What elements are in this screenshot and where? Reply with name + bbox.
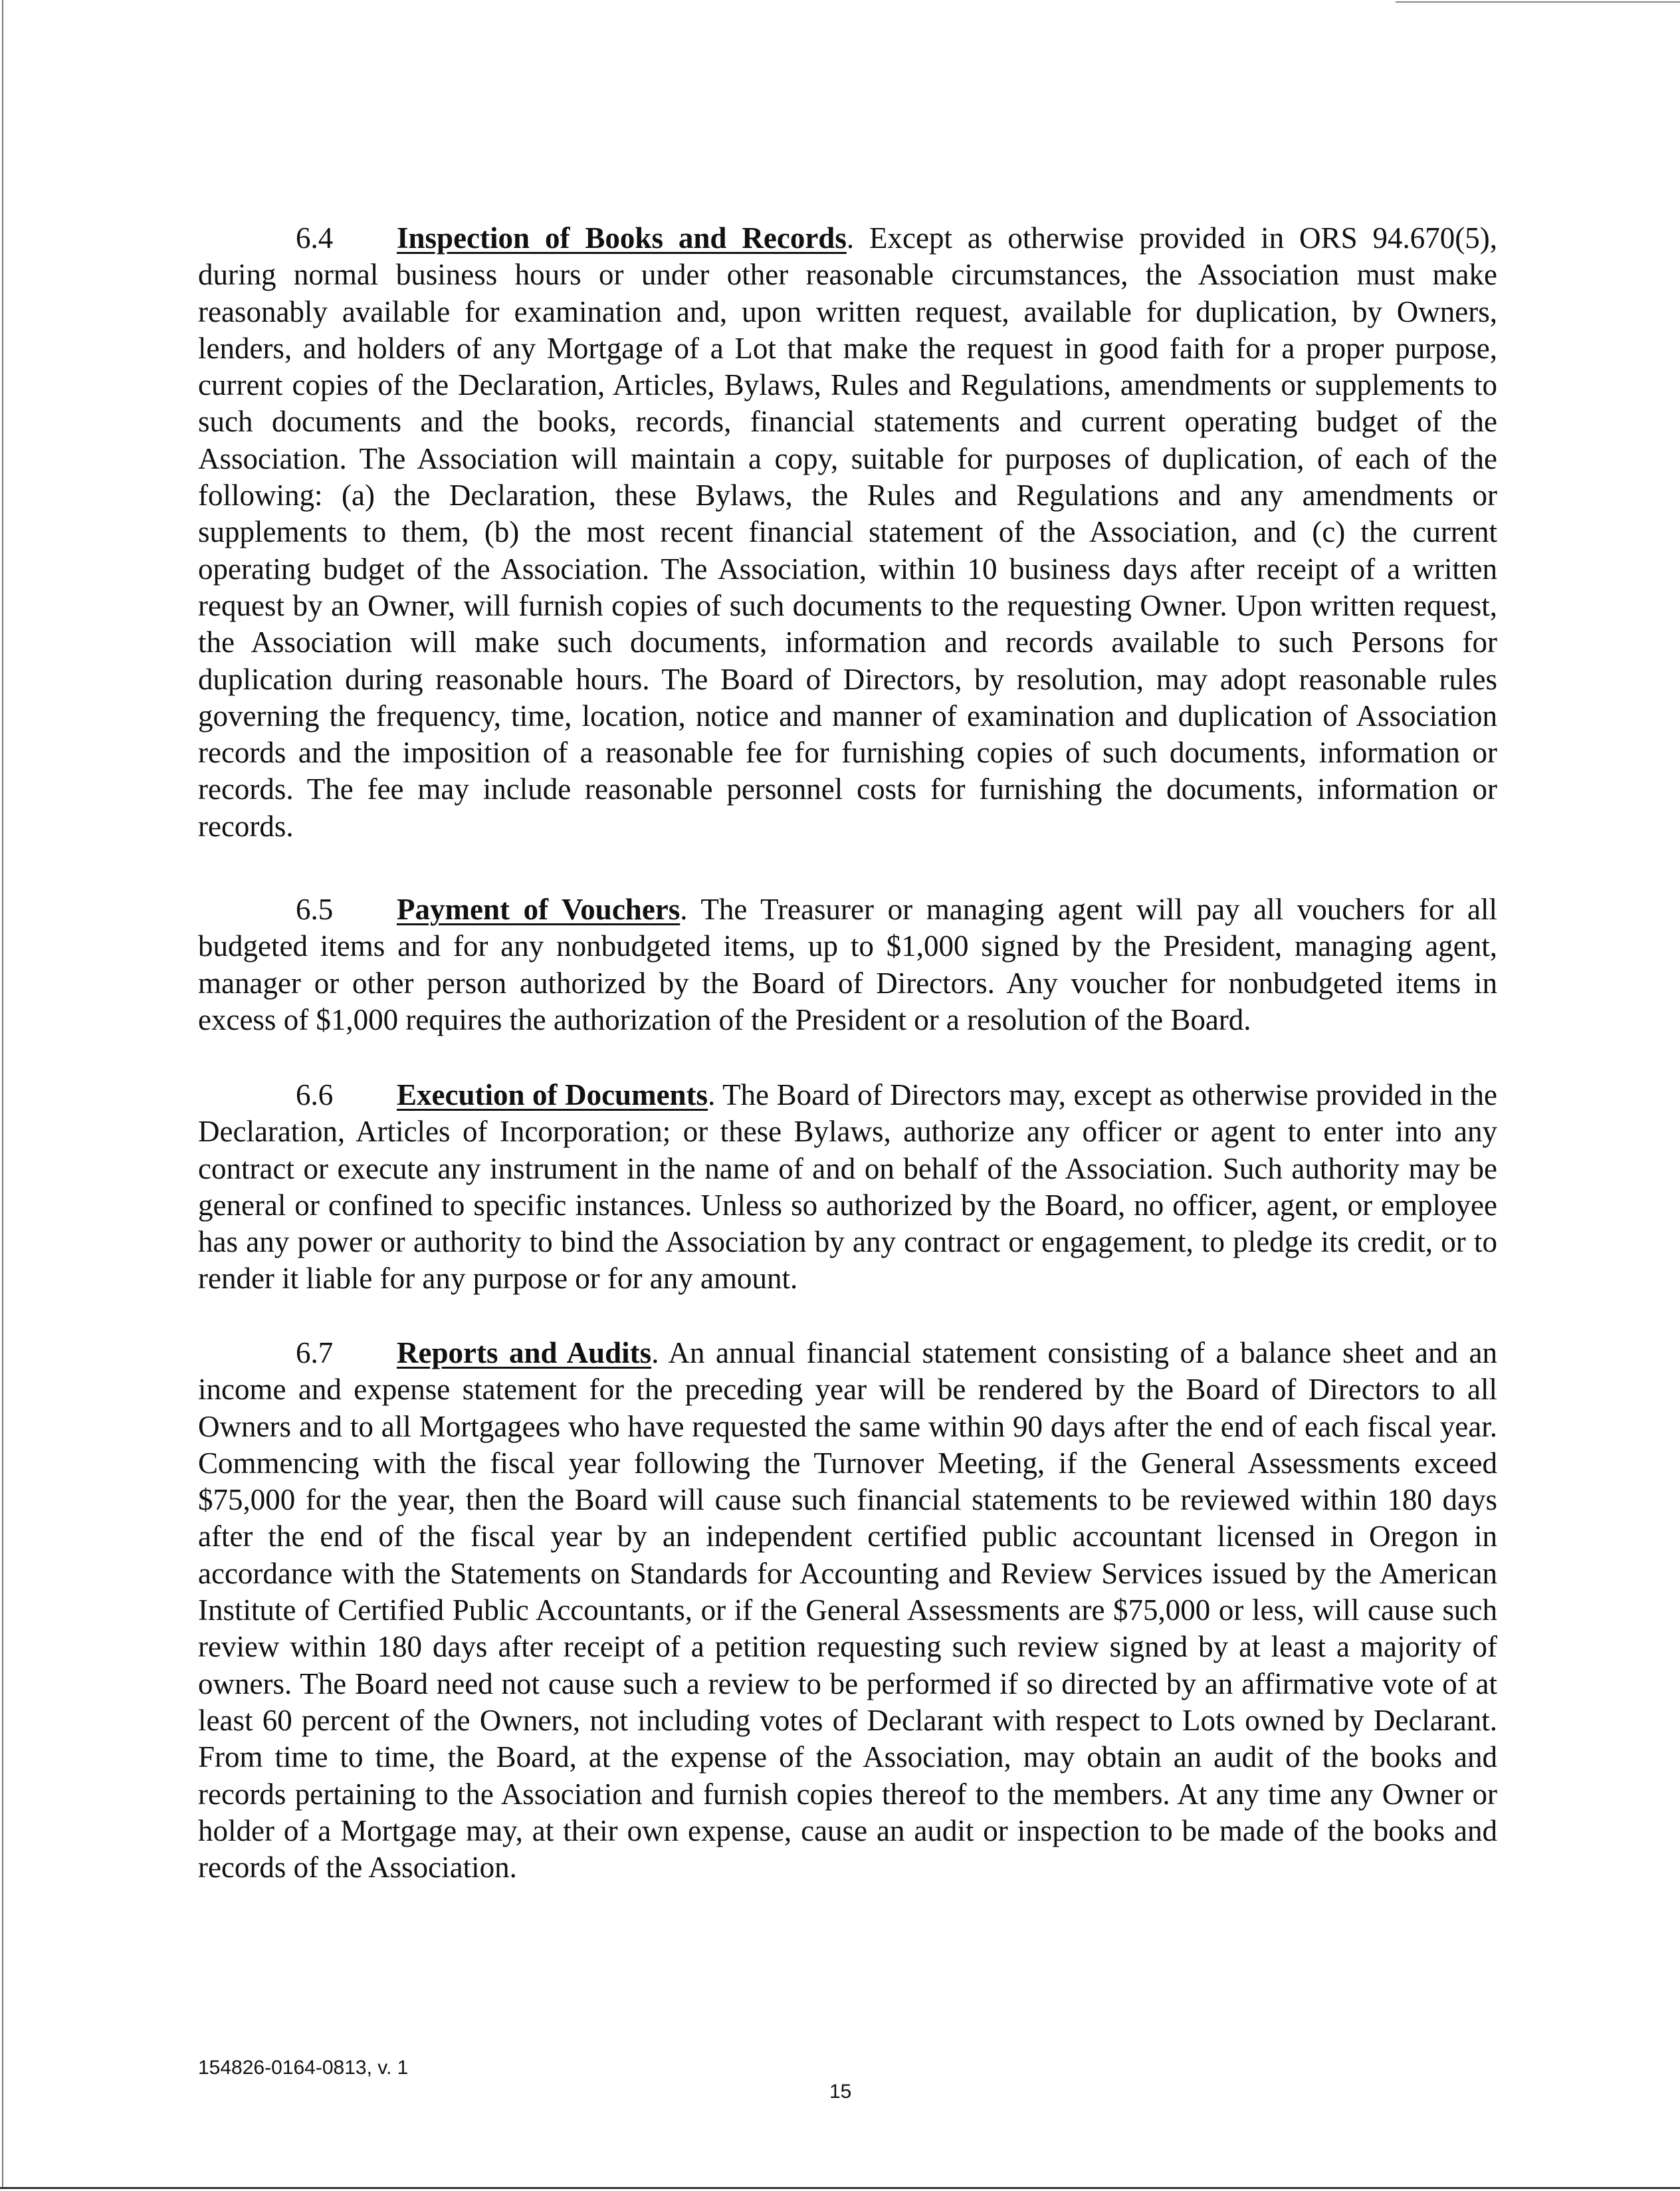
section-heading: Payment of Vouchers xyxy=(397,893,681,926)
section-heading: Execution of Documents xyxy=(397,1078,708,1111)
page-number: 15 xyxy=(829,2081,852,2103)
section-number: 6.6 xyxy=(296,1078,334,1111)
section-6-7 xyxy=(198,1335,1497,1886)
section-number: 6.4 xyxy=(296,221,334,255)
section-body: . The Treasurer or managing agent will pay all vouchers for all budgeted items and for any nonbudgeted items, up to $1,000 signed by the President, managing agent, manager or other person authorized by the Board of Directors. Any voucher for nonbudgeted items in excess of $1,000 requires the authorization of the President or a resolution of the Board. xyxy=(198,893,1497,1036)
page-edge-bottom xyxy=(0,2187,1680,2189)
section-heading: Inspection of Books and Records xyxy=(397,221,847,255)
section-6-5 xyxy=(198,891,1497,1038)
section-number: 6.7 xyxy=(296,1336,334,1369)
section-body: . The Board of Directors may, except as otherwise provided in the Declaration, Articles of Incorporation; or these Bylaws, authorize any officer or agent to enter into any contract or execute any instrument in the name of and on behalf of the Association. Such authority may be general or confined to specific instances. Unless so authorized by the Board, no officer, agent, or employee has any power or authority to bind the Association by any contract or engagement, to pledge its credit, or to render it liable for any purpose or for any amount. xyxy=(198,1078,1498,1296)
section-body: . An annual financial statement consisting of a balance sheet and an income and expense statement for the preceding year will be rendered by the Board of Directors to all Owners and to all Mortgagees who have requested the same within 90 days after the end of each fiscal year. Commencing with the fiscal year following the Turnover Meeting, if the General Assessments exceed $75,000 for the year, then the Board will cause such financial statements to be reviewed within 180 days after the end of the fiscal year by an independent certified public accountant licensed in Oregon in accordance with the Statements on Standards for Accounting and Review Services issued by the American Institute of Certified Public Accountants, or if the General Assessments are $75,000 or less, will cause such review within 180 days after receipt of a petition requesting such review signed by at least a majority of owners. The Board need not cause such a review to be performed if so directed by an affirmative vote of at least 60 percent of the Owners, not including votes of Declarant with respect to Lots owned by Declarant. From time to time, the Board, at the expense of the Association, may obtain an audit of the books and records pertaining to the Association and furnish copies thereof to the members. At any time any Owner or holder of a Mortgage may, at their own expense, cause an audit or inspection to be made of the books and records of the Association. xyxy=(198,1336,1497,1885)
document-id: 154826-0164-0813, v. 1 xyxy=(198,2057,409,2079)
section-6-4 xyxy=(198,220,1497,845)
section-6-6 xyxy=(198,1077,1497,1298)
page-edge-left xyxy=(2,0,3,2187)
page-edge-top xyxy=(1396,1,1680,3)
section-body: . Except as otherwise provided in ORS 94.670(5), during normal business hours or under other reasonable circumstances, the Association must make reasonably available for examination and, upon written request, available for duplication, by Owners, lenders, and holders of any Mortgage of a Lot that make the request in good faith for a proper purpose, current copies of the Declaration, Articles, Bylaws, Rules and Regulations, amendments or supplements to such documents and the books, records, financial statements and current operating budget of the Association. The Association will maintain a copy, suitable for purposes of duplication, of each of the following: (a) the Declaration, these Bylaws, the Rules and Regulations and any amendments or supplements to them, (b) the most recent financial statement of the Association, and (c) the current operating budget of the Association. The Association, within 10 business days after receipt of a written request by an Owner, will furnish copies of such documents to the requesting Owner. Upon written request, the Association will make such documents, information and records available to such Persons for duplication during reasonable hours. The Board of Directors, by resolution, may adopt reasonable rules governing the frequency, time, location, notice and manner of examination and duplication of Association records and the imposition of a reasonable fee for furnishing copies of such documents, information or records. The fee may include reasonable personnel costs for furnishing the documents, information or records. xyxy=(198,221,1497,843)
section-number: 6.5 xyxy=(296,893,334,926)
section-heading: Reports and Audits xyxy=(397,1336,652,1369)
